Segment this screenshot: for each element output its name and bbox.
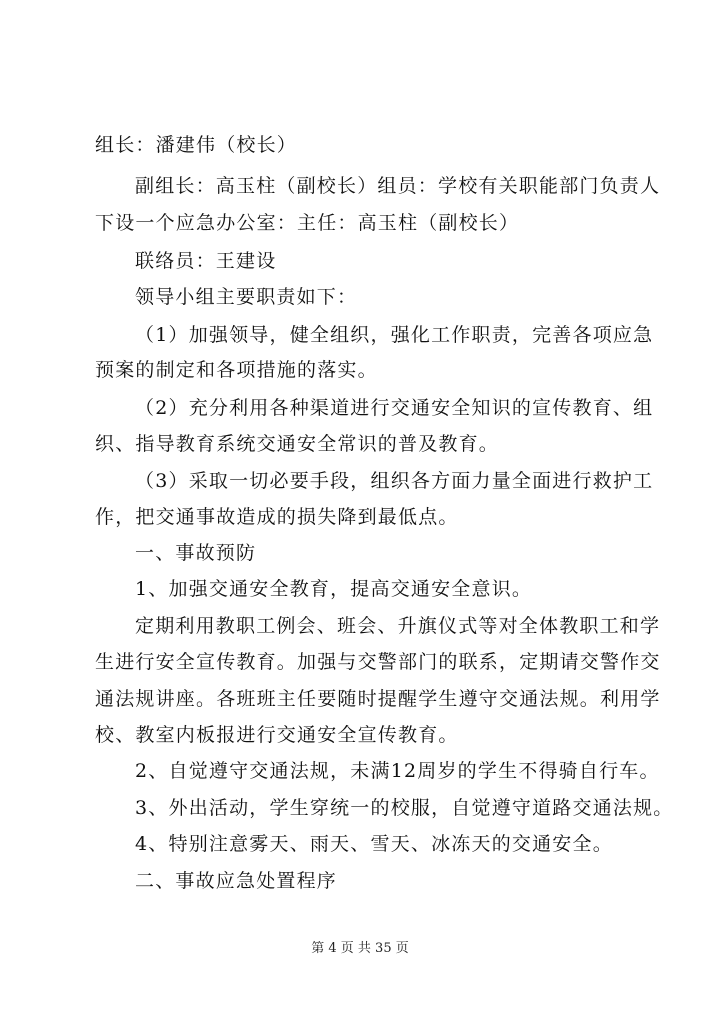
- text-line: 4、特别注意雾天、雨天、雪天、冰冻天的交通安全。: [135, 833, 613, 855]
- text-line: 联络员：王建设: [135, 250, 277, 272]
- text-line: 1、加强交通安全教育，提高交通安全意识。: [135, 578, 533, 600]
- text-line: 定期利用教职工例会、班会、升旗仪式等对全体教职工和学: [135, 615, 661, 637]
- text-line: （1）加强领导，健全组织，强化工作职责，完善各项应急: [135, 324, 654, 346]
- text-line: 校、教室内板报进行交通安全宣传教育。: [95, 724, 459, 746]
- text-line: 通法规讲座。各班班主任要随时提醒学生遵守交通法规。利用学: [95, 688, 661, 710]
- section-heading: 二、事故应急处置程序: [135, 870, 338, 892]
- text-line: 副组长：高玉柱（副校长）组员：学校有关职能部门负责人: [135, 175, 661, 197]
- text-line: 组长：潘建伟（校长）: [95, 134, 298, 156]
- text-line: 下设一个应急办公室：主任：高玉柱（副校长）: [95, 212, 520, 234]
- text-line: 生进行安全宣传教育。加强与交警部门的联系，定期请交警作交: [95, 651, 661, 673]
- text-line: （2）充分利用各种渠道进行交通安全知识的宣传教育、组: [135, 397, 654, 419]
- text-line: 2、自觉遵守交通法规，未满12周岁的学生不得骑自行车。: [135, 760, 660, 782]
- text-line: 作，把交通事故造成的损失降到最低点。: [95, 506, 459, 528]
- section-heading: 一、事故预防: [135, 542, 257, 564]
- text-line: 织、指导教育系统交通安全常识的普及教育。: [95, 433, 500, 455]
- text-line: 预案的制定和各项措施的落实。: [95, 359, 378, 381]
- text-line: （3）采取一切必要手段，组织各方面力量全面进行救护工: [135, 470, 654, 492]
- text-line: 领导小组主要职责如下：: [135, 286, 358, 308]
- page-number-footer: 第 4 页 共 35 页: [311, 941, 409, 956]
- text-line: 3、外出活动，学生穿统一的校服，自觉遵守道路交通法规。: [135, 797, 674, 819]
